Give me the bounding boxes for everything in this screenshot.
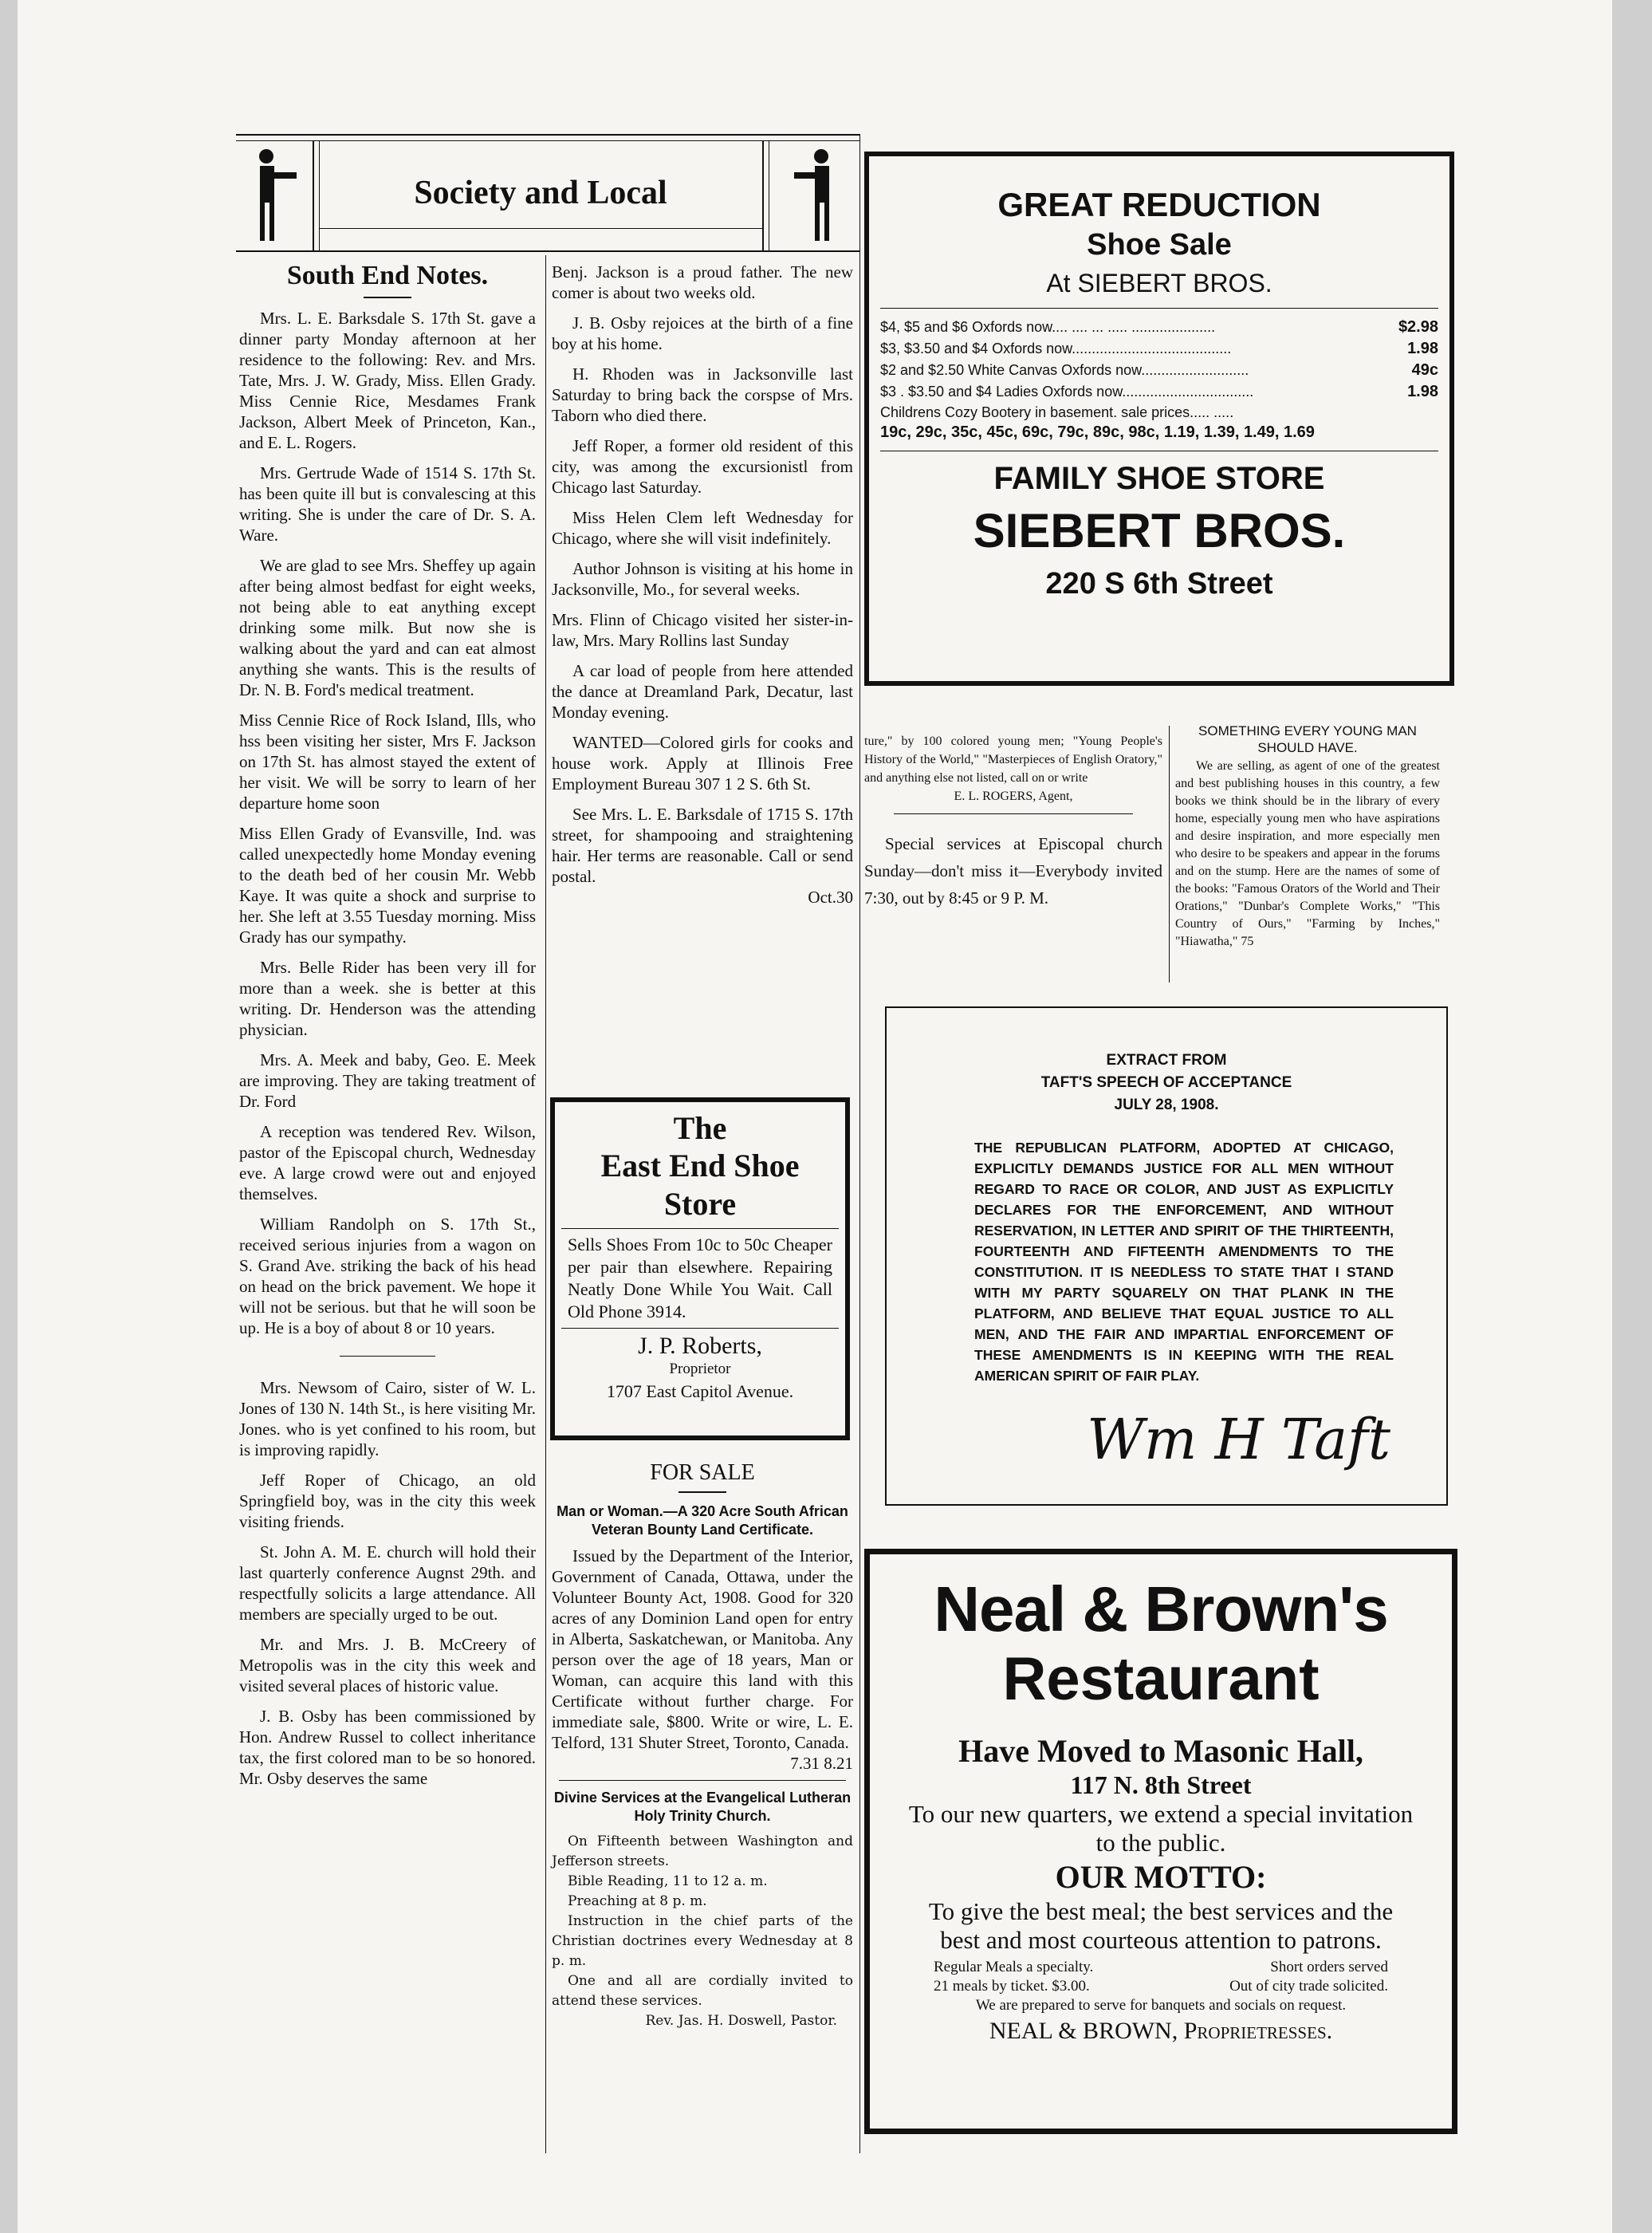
price-row: $4, $5 and $6 Oxfords now.... .... ... ..... ..................... $2.98: [880, 318, 1438, 336]
motto-text: To give the best meal; the best services and the best and most courteous attention to patrons.: [928, 1897, 1394, 1954]
news-item: Mr. and Mrs. J. B. McCreery of Metropolis was in the city this week and visited several places of historic value.: [239, 1635, 536, 1695]
service-line: Preaching at 8 p. m.: [568, 1893, 707, 1909]
service-line: Bible Reading, 11 to 12 a. m.: [568, 1873, 768, 1889]
news-item: Mrs. Flinn of Chicago visited her sister-in-law, Mrs. Mary Rollins last Sunday: [552, 610, 853, 650]
taft-signature: Wm H Taft: [1087, 1407, 1390, 1472]
figure-left-icon: [242, 145, 306, 249]
young-man-heading: SOMETHING EVERY YOUNG MAN SHOULD HAVE.: [1198, 723, 1417, 755]
east-end-shoe-ad: [550, 1097, 850, 1440]
south-end-notes-heading: South End Notes.: [286, 261, 489, 290]
taft-extract-box: [885, 1006, 1448, 1506]
news-item: Mrs. Gertrude Wade of 1514 S. 17th St. has been quite ill but is convalescing at this writing. She is under the care of Dr. S. A. Ware.: [239, 463, 536, 545]
store-address: 220 S 6th Street: [1045, 567, 1273, 601]
news-item: St. John A. M. E. church will hold their last quarterly conference Augnst 29th. and respectfully solicits a large attendance. All members are specially urged to be out.: [239, 1542, 536, 1624]
news-item: A reception was tendered Rev. Wilson, pastor of the Episcopal church, Wednesday eve. A large crowd were out and enjoyed themselves.: [239, 1122, 536, 1203]
taft-date: JULY 28, 1908.: [1114, 1097, 1219, 1113]
young-man-body: We are selling, as agent of one of the greatest and best publishing houses in this country, a few books we think should be in the library of every home, especially young men who have aspirations and desire inspiration, and more especially men who desire to be speakers and appear in the forums and on the stump. Here are the names of some of the books: "Famous Orators of the World and Their Orations," "Dunbar's Complete Works," "This Country of Ours," "Farming by Inches," "Hiawatha," 75: [1175, 759, 1440, 948]
young-man-section: [1175, 723, 1440, 960]
agent-line: E. L. ROGERS, Agent,: [954, 790, 1073, 803]
proprietresses-line: NEAL & BROWN, Proprietresses.: [989, 2018, 1333, 2044]
news-item: See Mrs. L. E. Barksdale of 1715 S. 17th street, for shampooing and straightening hair. Her terms are reasonable. Call or send postal.: [552, 805, 853, 886]
ad-subtitle: Shoe Sale: [1087, 228, 1232, 262]
news-item: A car load of people from here attended the dance at Dreamland Park, Decatur, last Monday evening.: [552, 661, 853, 722]
for-sale-body: Issued by the Department of the Interior, Government of Canada, Ottawa, under the Volunteer Bounty Act, 1908. Good for 320 acres of any Dominion Land open for entry in Alberta, Saskatchewan, or Manitoba. Any person over the age of 18 years, Man or Woman, can acquire this land with this Certificate without further charge. For immediate sale, $800. Write or wire, L. E. Telford, 131 Shuter Street, Toronto, Canada.: [552, 1546, 853, 1752]
news-item: Jeff Roper of Chicago, an old Springfield boy, was in the city this week visiting friends.: [239, 1471, 536, 1531]
brand-name: SIEBERT BROS.: [973, 504, 1346, 557]
column-2: [552, 262, 853, 908]
news-item: Mrs. Belle Rider has been very ill for more than a week. she is better at this writing. Dr. Henderson was the attending physician.: [239, 958, 536, 1039]
news-item: Mrs. Newsom of Cairo, sister of W. L. Jones of 130 N. 14th St., is here visiting Mr. Jones. who is yet confined to his room, but is improving rapidly.: [239, 1378, 536, 1459]
column-1: [239, 260, 536, 1798]
issue-tag: Oct.30: [808, 888, 853, 907]
banquets-line: We are prepared to serve for banquets and socials on request.: [975, 1997, 1347, 2014]
ad-body: Sells Shoes From 10c to 50c Cheaper per pair than elsewhere. Repairing Neatly Done While You Wait. Call Old Phone 3914.: [568, 1235, 832, 1321]
neal-brown-ad: [864, 1549, 1457, 2134]
column-rule-1: [545, 255, 546, 2153]
ad-title-line: The: [673, 1110, 727, 1146]
news-item: Author Johnson is visiting at his home in Jacksonville, Mo., for several weeks.: [552, 559, 853, 599]
restaurant-title: Restaurant: [1002, 1645, 1320, 1713]
price-row: $3 . $3.50 and $4 Ladies Oxfords now................................. 1.98: [880, 383, 1438, 400]
news-item: WANTED—Colored girls for cooks and house work. Apply at Illinois Free Employment Bureau 307 1 2 S. 6th St.: [552, 733, 853, 794]
ad-role: Proprietor: [669, 1361, 731, 1377]
service-line: Instruction in the chief parts of the Christian doctrines every Wednesday at 8 p. m.: [552, 1913, 853, 1969]
news-item: H. Rhoden was in Jacksonville last Saturday to bring back the corspse of Mrs. Taborn who died there.: [552, 364, 853, 425]
news-item: J. B. Osby rejoices at the birth of a fine boy at his home.: [552, 313, 853, 353]
news-item: Miss Helen Clem left Wednesday for Chicago, where she will visit indefinitely.: [552, 508, 853, 548]
service-line: One and all are cordially invited to attend these services.: [552, 1973, 853, 2009]
moved-line: Have Moved to Masonic Hall,: [958, 1733, 1363, 1769]
short-orders: Short orders served: [1270, 1959, 1388, 1975]
column-rule-3: [1169, 726, 1170, 983]
restaurant-address: 117 N. 8th Street: [1070, 1770, 1252, 1799]
taft-heading: TAFT'S SPEECH OF ACCEPTANCE: [1040, 1074, 1292, 1091]
ad-title-line: East End Shoe: [600, 1148, 800, 1183]
store-name: FAMILY SHOE STORE: [993, 461, 1325, 496]
meal-ticket: 21 meals by ticket. $3.00.: [934, 1978, 1090, 1995]
news-item: Jeff Roper, a former old resident of this city, was among the excursionistl from Chicago last Saturday.: [552, 436, 853, 497]
header-band: [236, 134, 859, 254]
special-services: Special services at Episcopal church Sunday—don't miss it—Everybody invited 7:30, out by 8:45 or 9 P. M.: [864, 834, 1162, 908]
ad-store-line: At SIEBERT BROS.: [1046, 269, 1272, 297]
regular-meals: Regular Meals a specialty.: [934, 1959, 1094, 1975]
news-item: Miss Ellen Grady of Evansville, Ind. was called unexpectedly home Monday evening to the death bed of her cousin Mr. Webb Kaye. It was quite a shock and surprise to her. She left at 3.55 Tuesday morning. Miss Grady has our sympathy.: [239, 824, 536, 947]
ad-proprietor: J. P. Roberts,: [638, 1333, 762, 1359]
taft-body: THE REPUBLICAN PLATFORM, ADOPTED AT CHICAGO, EXPLICITLY DEMANDS JUSTICE FOR ALL MEN WITHOUT REGARD TO RACE OR COLOR, AND JUST AS EXPLICITLY DECLARES FOR THE ENFORCEMENT, AND WITHOUT RESERVATION, IN LETTER AND SPIRIT OF THE THIRTEENTH, FOURTEENTH AND FIFTEENTH AMENDMENTS TO THE CONSTITUTION. IT IS NEEDLESS TO STATE THAT I STAND WITH MY PARTY SQUARELY ON THAT PLANK IN THE PLATFORM, AND BELIEVE THAT EQUAL JUSTICE TO ALL MEN, AND THE FAIR AND IMPARTIAL ENFORCEMENT OF THESE AMENDMENTS IS IN KEEPING WITH THE REAL AMERICAN SPIRIT OF FAIR PLAY.: [974, 1140, 1394, 1384]
for-sale-heading: FOR SALE: [650, 1460, 755, 1485]
taft-heading: EXTRACT FROM: [1106, 1052, 1227, 1069]
out-of-city: Out of city trade solicited.: [1229, 1978, 1388, 1995]
service-line: On Fifteenth between Washington and Jefferson streets.: [552, 1833, 853, 1869]
issue-tag: 7.31 8.21: [790, 1754, 853, 1773]
siebert-bros-ad: [864, 152, 1454, 686]
for-sale-subhead: Man or Woman.—A 320 Acre South African Veteran Bounty Land Certificate.: [557, 1503, 848, 1538]
restaurant-title: Neal & Brown's: [934, 1573, 1388, 1644]
books-list-tail: ture," by 100 colored young men; "Young People's History of the World," "Masterpieces of English Oratory," and anything else not listed, call on or write: [864, 734, 1162, 785]
column-rule-2: [859, 134, 860, 2153]
news-item: Mrs. L. E. Barksdale S. 17th St. gave a dinner party Monday afternoon at her residence to the following: Rev. and Mrs. Tate, Mrs. J. W. Grady, Miss. Ellen Grady. Miss Cennie Rice, Mesdames Frank Jackson, Albert Meek of Princeton, Kan., and E. L. Rogers.: [239, 309, 536, 452]
divine-services-heading: Divine Services at the Evangelical Lutheran Holy Trinity Church.: [553, 1790, 852, 1824]
price-row: $2 and $2.50 White Canvas Oxfords now........................... 49c: [880, 361, 1438, 379]
news-item: Miss Cennie Rice of Rock Island, Ills, who hss been visiting her sister, Mrs F. Jackson on 17th St. has almost stayed the extent of her visit. We will be sorry to learn of her departure home soon: [239, 711, 536, 813]
news-item: William Randolph on S. 17th St., received serious injuries from a wagon on S. Grand Ave. striking the back of his head on head on the brick pavement. We hope it will not be serious. but that he will soon be up. He is a boy of about 8 or 10 years.: [239, 1215, 536, 1337]
ad-address: 1707 East Capitol Avenue.: [606, 1381, 794, 1401]
news-item: Benj. Jackson is a proud father. The new comer is about two weeks old.: [552, 262, 853, 302]
news-item: We are glad to see Mrs. Sheffey up again after being almost bedfast for eight weeks, not being able to eat anything except drinking some milk. But now she is walking about the yard and can eat almost anything she wants. This is the results of Dr. N. B. Ford's medical treatment.: [239, 556, 536, 699]
cozy-line: Childrens Cozy Bootery in basement. sale prices..... .....: [880, 404, 1234, 420]
invite-line: To our new quarters, we extend a special invitation to the public.: [908, 1800, 1414, 1857]
header-title: Society and Local: [414, 175, 667, 211]
news-item: Mrs. A. Meek and baby, Geo. E. Meek are improving. They are taking treatment of Dr. Ford: [239, 1050, 536, 1111]
news-item: J. B. Osby has been commissioned by Hon. Andrew Russel to collect inheritance tax, the first colored man to be so honored. Mr. Osby deserves the same: [239, 1707, 536, 1788]
price-row: $3, $3.50 and $4 Oxfords now........................................ 1.98: [880, 340, 1438, 357]
for-sale-section: [552, 1459, 853, 2031]
motto-heading: OUR MOTTO:: [1055, 1859, 1267, 1895]
figure-right-icon: [786, 145, 850, 249]
pastor-line: Rev. Jas. H. Doswell, Pastor.: [645, 2013, 837, 2029]
ad-title: GREAT REDUCTION: [997, 186, 1321, 223]
cozy-prices: 19c, 29c, 35c, 45c, 69c, 79c, 89c, 98c, 1.19, 1.39, 1.49, 1.69: [880, 423, 1315, 441]
books-tail-column: [864, 732, 1162, 921]
ad-title-line: Store: [663, 1186, 737, 1222]
